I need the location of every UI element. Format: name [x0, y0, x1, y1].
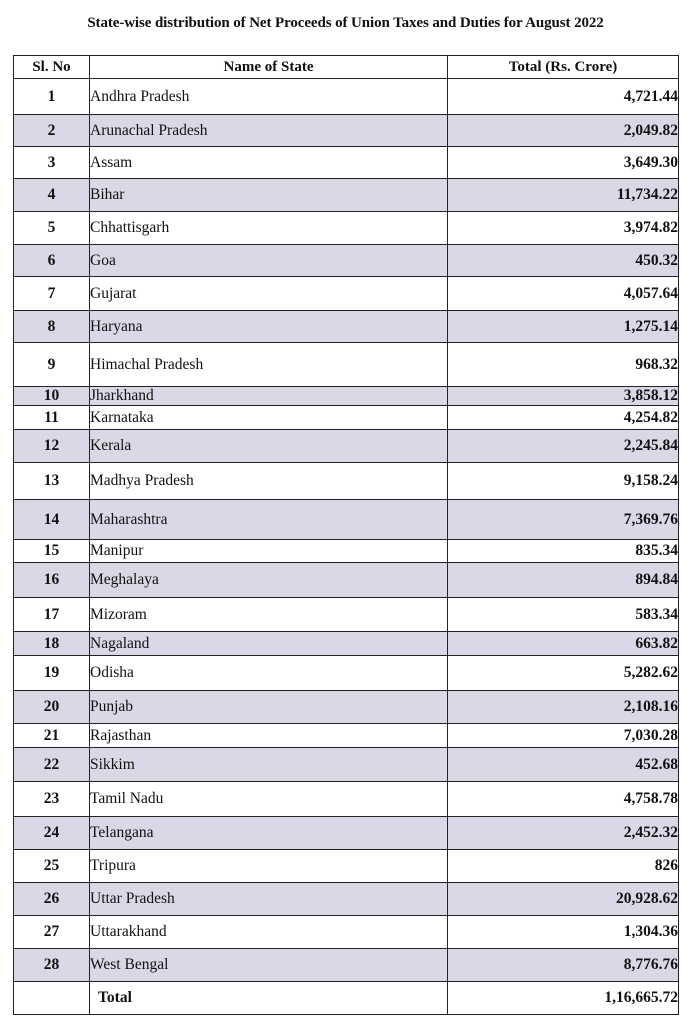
table-row — [14, 817, 679, 850]
cell-state-name: Odisha — [90, 656, 448, 691]
cell-total: 894.84 — [448, 563, 679, 598]
cell-state-name: Chhattisgarh — [90, 212, 448, 245]
cell-total: 3,649.30 — [448, 147, 679, 179]
cell-state-name: Tamil Nadu — [90, 782, 448, 817]
cell-total: 663.82 — [448, 632, 679, 656]
table-row — [14, 691, 679, 724]
cell-state-name: Karnataka — [90, 406, 448, 430]
cell-sl-no: 27 — [14, 916, 90, 949]
cell-total: 583.34 — [448, 598, 679, 632]
cell-total: 4,758.78 — [448, 782, 679, 817]
table-row — [14, 406, 679, 430]
table-row — [14, 430, 679, 463]
cell-state-name: Madhya Pradesh — [90, 463, 448, 500]
table-row — [14, 79, 679, 115]
distribution-table — [13, 55, 679, 1015]
cell-total: 20,928.62 — [448, 883, 679, 916]
table-row — [14, 598, 679, 632]
table-row — [14, 782, 679, 817]
column-header-sl-no: Sl. No — [14, 56, 90, 79]
cell-sl-no: 16 — [14, 563, 90, 598]
cell-total: 1,275.14 — [448, 311, 679, 343]
cell-state-name: Meghalaya — [90, 563, 448, 598]
table-header-row — [14, 56, 679, 79]
cell-sl-no: 19 — [14, 656, 90, 691]
table-row — [14, 387, 679, 406]
cell-state-name: Arunachal Pradesh — [90, 115, 448, 147]
cell-state-name: Rajasthan — [90, 724, 448, 748]
cell-sl-no: 20 — [14, 691, 90, 724]
table-row — [14, 656, 679, 691]
cell-state-name: Telangana — [90, 817, 448, 850]
cell-state-name: Uttar Pradesh — [90, 883, 448, 916]
cell-state-name: Kerala — [90, 430, 448, 463]
cell-sl-no: 18 — [14, 632, 90, 656]
cell-state-name: Haryana — [90, 311, 448, 343]
cell-total: 1,304.36 — [448, 916, 679, 949]
cell-total: 4,254.82 — [448, 406, 679, 430]
cell-sl-no: 8 — [14, 311, 90, 343]
cell-state-name: Tripura — [90, 850, 448, 883]
cell-state-name: Gujarat — [90, 277, 448, 311]
table-row — [14, 463, 679, 500]
cell-state-name: Jharkhand — [90, 387, 448, 406]
table-row — [14, 632, 679, 656]
cell-total: 4,057.64 — [448, 277, 679, 311]
cell-total: 2,452.32 — [448, 817, 679, 850]
table-body — [14, 79, 679, 1015]
cell-total: 3,858.12 — [448, 387, 679, 406]
cell-state-name: Manipur — [90, 540, 448, 563]
cell-sl-no: 2 — [14, 115, 90, 147]
column-header-state: Name of State — [90, 56, 448, 79]
cell-state-name: West Bengal — [90, 949, 448, 982]
cell-sl-no: 14 — [14, 500, 90, 540]
cell-sl-no: 1 — [14, 79, 90, 115]
cell-sl-no: 25 — [14, 850, 90, 883]
table-row — [14, 212, 679, 245]
cell-state-name: Andhra Pradesh — [90, 79, 448, 115]
cell-total: 8,776.76 — [448, 949, 679, 982]
cell-total: 968.32 — [448, 343, 679, 387]
cell-total: 4,721.44 — [448, 79, 679, 115]
cell-state-name: Uttarakhand — [90, 916, 448, 949]
cell-total: 826 — [448, 850, 679, 883]
cell-total: 2,108.16 — [448, 691, 679, 724]
total-row — [14, 982, 679, 1015]
cell-state-name: Maharashtra — [90, 500, 448, 540]
cell-total: 3,974.82 — [448, 212, 679, 245]
cell-sl-no: 22 — [14, 748, 90, 782]
cell-sl-no: 24 — [14, 817, 90, 850]
table-row — [14, 115, 679, 147]
cell-total: 452.68 — [448, 748, 679, 782]
cell-sl-no: 17 — [14, 598, 90, 632]
cell-sl-no: 15 — [14, 540, 90, 563]
cell-state-name: Nagaland — [90, 632, 448, 656]
table-row — [14, 563, 679, 598]
table-row — [14, 147, 679, 179]
cell-total: 2,049.82 — [448, 115, 679, 147]
cell-total: 2,245.84 — [448, 430, 679, 463]
table-row — [14, 343, 679, 387]
cell-sl-no: 23 — [14, 782, 90, 817]
cell-state-name: Sikkim — [90, 748, 448, 782]
cell-sl-no: 21 — [14, 724, 90, 748]
cell-sl-no: 3 — [14, 147, 90, 179]
cell-state-name: Goa — [90, 245, 448, 277]
cell-sl-no: 10 — [14, 387, 90, 406]
table-row — [14, 540, 679, 563]
column-header-total: Total (Rs. Crore) — [448, 56, 679, 79]
table-row — [14, 311, 679, 343]
page-title: State-wise distribution of Net Proceeds of Union Taxes and Duties for August 2022 — [87, 15, 604, 31]
table-row — [14, 245, 679, 277]
cell-total: 835.34 — [448, 540, 679, 563]
cell-total: 7,030.28 — [448, 724, 679, 748]
cell-state-name: Himachal Pradesh — [90, 343, 448, 387]
cell-grand-total: 1,16,665.72 — [448, 982, 679, 1015]
cell-total: 9,158.24 — [448, 463, 679, 500]
table-row — [14, 748, 679, 782]
cell-sl-no: 7 — [14, 277, 90, 311]
cell-total: 11,734.22 — [448, 179, 679, 212]
cell-sl-no: 5 — [14, 212, 90, 245]
cell-sl-no: 4 — [14, 179, 90, 212]
cell-state-name: Assam — [90, 147, 448, 179]
table-row — [14, 500, 679, 540]
cell-state-name: Bihar — [90, 179, 448, 212]
cell-sl-no: 26 — [14, 883, 90, 916]
cell-sl-no: 11 — [14, 406, 90, 430]
cell-state-name: Punjab — [90, 691, 448, 724]
cell-sl-no: 6 — [14, 245, 90, 277]
table-row — [14, 179, 679, 212]
table-row — [14, 277, 679, 311]
table-row — [14, 883, 679, 916]
cell-sl-no: 28 — [14, 949, 90, 982]
cell-total: 5,282.62 — [448, 656, 679, 691]
cell-sl-no: 9 — [14, 343, 90, 387]
cell-total: 450.32 — [448, 245, 679, 277]
table-row — [14, 724, 679, 748]
cell-sl-no — [14, 982, 90, 1015]
cell-sl-no: 13 — [14, 463, 90, 500]
cell-state-name: Mizoram — [90, 598, 448, 632]
cell-total: 7,369.76 — [448, 500, 679, 540]
table-row — [14, 949, 679, 982]
table-row — [14, 850, 679, 883]
table-row — [14, 916, 679, 949]
cell-sl-no: 12 — [14, 430, 90, 463]
cell-total-label: Total — [90, 982, 448, 1015]
